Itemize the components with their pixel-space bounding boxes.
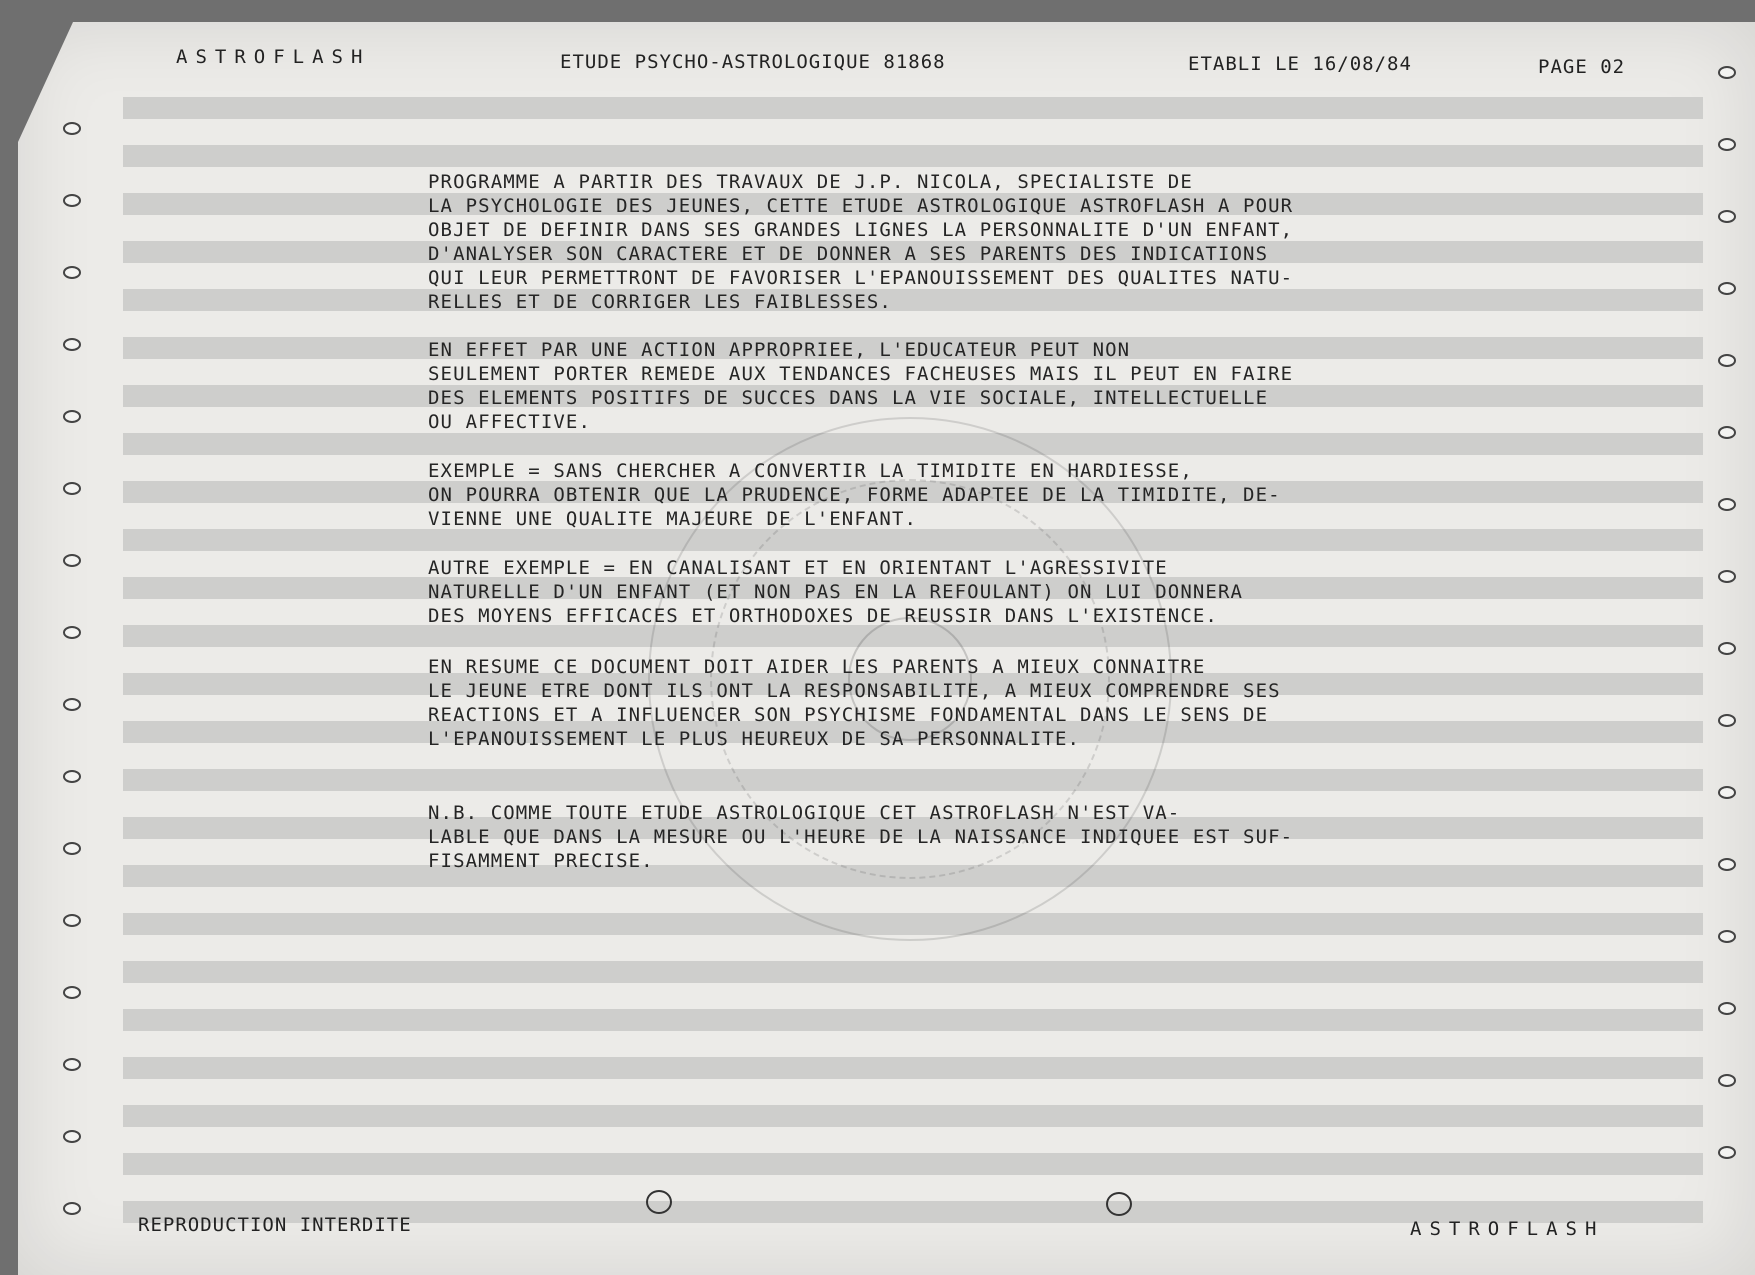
tractor-hole	[63, 1202, 81, 1215]
established-date: ETABLI LE 16/08/84	[1188, 53, 1412, 75]
paragraph-5: EN RESUME CE DOCUMENT DOIT AIDER LES PARENTS A MIEUX CONNAITRE LE JEUNE ETRE DONT ILS ONT LA RESPONSABILITE, A MIEUX COMPRENDRE SES REACTIONS ET A INFLUENCER SON PSYCHISME FONDAMENTAL DANS LE SENS DE L'EPANOUISSEMENT LE PLUS HEUREUX DE SA PERSONNALITE.	[428, 656, 1281, 750]
tractor-hole	[63, 626, 81, 639]
stripe-band	[123, 961, 1703, 983]
stripe-band	[123, 1105, 1703, 1127]
brand-header: ASTROFLASH	[176, 46, 371, 68]
tractor-hole	[63, 842, 81, 855]
footer-notice: REPRODUCTION INTERDITE	[138, 1214, 412, 1236]
tractor-hole	[63, 122, 81, 135]
tractor-hole	[1718, 282, 1736, 295]
stripe-band	[123, 1153, 1703, 1175]
paragraph-4: AUTRE EXEMPLE = EN CANALISANT ET EN ORIENTANT L'AGRESSIVITE NATURELLE D'UN ENFANT (ET NON PAS EN LA REFOULANT) ON LUI DONNERA DES MOYENS EFFICACES ET ORTHODOXES DE REUSSIR DANS L'EXISTENCE.	[428, 557, 1244, 627]
tractor-hole	[1718, 930, 1736, 943]
tractor-hole	[1718, 498, 1736, 511]
tractor-hole	[1718, 354, 1736, 367]
stripe-band	[123, 97, 1703, 119]
tractor-hole	[1718, 1074, 1736, 1087]
tractor-hole	[63, 554, 81, 567]
tractor-hole	[1718, 714, 1736, 727]
tractor-hole	[1718, 1002, 1736, 1015]
tractor-hole	[63, 482, 81, 495]
tractor-hole	[63, 410, 81, 423]
tractor-hole	[1718, 1146, 1736, 1159]
tractor-hole	[63, 266, 81, 279]
footer-brand: ASTROFLASH	[1410, 1218, 1605, 1240]
tractor-hole	[1718, 642, 1736, 655]
paragraph-2: EN EFFET PAR UNE ACTION APPROPRIEE, L'EDUCATEUR PEUT NON SEULEMENT PORTER REMEDE AUX TENDANCES FACHEUSES MAIS IL PEUT EN FAIRE DES ELEMENTS POSITIFS DE SUCCES DANS LA VIE SOCIALE, INTELLECTUELLE OU AFFECTIVE.	[428, 339, 1294, 433]
binder-ring	[1106, 1192, 1132, 1216]
tractor-hole	[63, 770, 81, 783]
tractor-hole	[63, 338, 81, 351]
printout-page	[18, 22, 1755, 1275]
tractor-hole	[63, 1130, 81, 1143]
paragraph-nb: N.B. COMME TOUTE ETUDE ASTROLOGIQUE CET ASTROFLASH N'EST VA- LABLE QUE DANS LA MESURE OU L'HEURE DE LA NAISSANCE INDIQUEE EST SUF- FISAMMENT PRECISE.	[428, 802, 1294, 872]
tractor-hole	[1718, 138, 1736, 151]
tractor-hole	[1718, 66, 1736, 79]
tractor-hole	[1718, 210, 1736, 223]
tractor-hole	[63, 986, 81, 999]
binder-ring	[646, 1190, 672, 1214]
paragraph-3: EXEMPLE = SANS CHERCHER A CONVERTIR LA TIMIDITE EN HARDIESSE, ON POURRA OBTENIR QUE LA PRUDENCE, FORME ADAPTEE DE LA TIMIDITE, DE- VIENNE UNE QUALITE MAJEURE DE L'ENFANT.	[428, 460, 1281, 530]
tractor-hole	[1718, 786, 1736, 799]
paragraph-1: PROGRAMME A PARTIR DES TRAVAUX DE J.P. NICOLA, SPECIALISTE DE LA PSYCHOLOGIE DES JEUNES, CETTE ETUDE ASTROLOGIQUE ASTROFLASH A POUR OBJET DE DEFINIR DANS SES GRANDES LIGNES LA PERSONNALITE D'UN ENFANT, D'ANALYSER SON CARACTERE ET DE DONNER A SES PARENTS DES INDICATIONS QUI LEUR PERMETTRONT DE FAVORISER L'EPANOUISSEMENT DES QUALITES NATU- RELLES ET DE CORRIGER LES FAIBLESSES.	[428, 171, 1294, 313]
tractor-hole	[63, 194, 81, 207]
study-title: ETUDE PSYCHO-ASTROLOGIQUE 81868	[560, 51, 946, 73]
tractor-hole	[1718, 570, 1736, 583]
tractor-hole	[63, 914, 81, 927]
tractor-hole	[1718, 858, 1736, 871]
tractor-hole	[63, 1058, 81, 1071]
page-number: PAGE 02	[1538, 56, 1626, 78]
stripe-band	[123, 145, 1703, 167]
stripe-band	[123, 1057, 1703, 1079]
stripe-band	[123, 1009, 1703, 1031]
tractor-hole	[63, 698, 81, 711]
tractor-hole	[1718, 426, 1736, 439]
